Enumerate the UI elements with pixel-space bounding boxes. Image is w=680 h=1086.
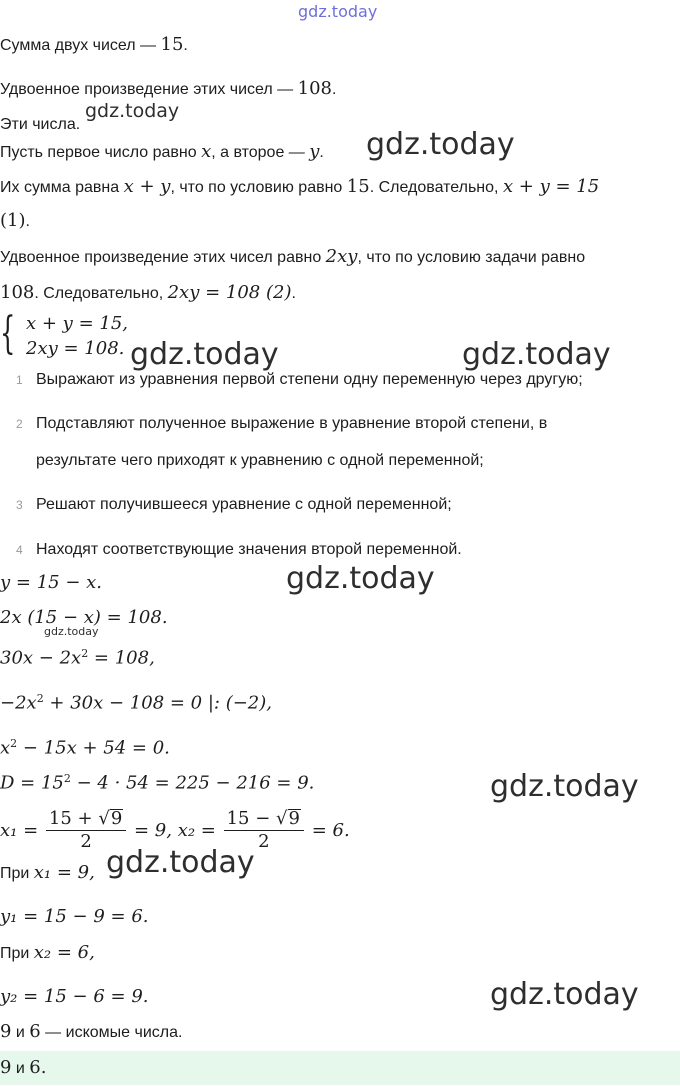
setup-line-sum: Их сумма равна x + y, что по условию равно 15. Следовательно, x + y = 15 bbox=[0, 176, 600, 197]
solution-line-roots: x₁ = $\frac{15 + √9}{2}$ = 9, x₂ = $\frac{15 - √9}{2}$ = 6. bbox=[0, 808, 350, 852]
setup-line-variables: Пусть первое число равно x, а второе — y. bbox=[0, 141, 324, 162]
solution-line: y₂ = 15 − 6 = 9. bbox=[0, 986, 149, 1007]
watermark: gdz.today bbox=[44, 625, 99, 638]
watermark: gdz.today bbox=[286, 561, 435, 596]
watermark: gdz.today bbox=[366, 127, 515, 162]
solution-line: При x₂ = 6, bbox=[0, 942, 95, 963]
solution-line: $x^2 - 15x + 54 = 0$. bbox=[0, 737, 170, 759]
problem-line-sum: Сумма двух чисел — 15. bbox=[0, 34, 188, 55]
watermark: gdz.today bbox=[130, 337, 279, 372]
solution-line: $-2x^2 + 30x - 108 = 0$ |: (−2), bbox=[0, 692, 273, 714]
solution-line: y = 15 − x. bbox=[0, 572, 102, 593]
solution-line: 2x (15 − x) = 108. bbox=[0, 607, 168, 628]
watermark: gdz.today bbox=[462, 337, 611, 372]
problem-line-product: Удвоенное произведение этих чисел — 108. bbox=[0, 78, 337, 99]
solution-line: $30x - 2x^2 = 108$, bbox=[0, 647, 155, 669]
watermark: gdz.today bbox=[85, 100, 180, 122]
watermark: gdz.today bbox=[490, 769, 639, 804]
system-eq1: x + y = 15, bbox=[26, 313, 128, 334]
conclusion-line: 9 и 6 — искомые числа. bbox=[0, 1021, 183, 1042]
solution-line-discriminant: $D = 15^2 - 4 \cdot 54 = 225 - 216 = 9$. bbox=[0, 772, 315, 794]
setup-line-product: Удвоенное произведение этих чисел равно 2xy, что по условию задачи равно bbox=[0, 246, 586, 267]
fraction: $\frac{15 - √9}{2}$ bbox=[224, 808, 304, 853]
fraction: $\frac{15 + √9}{2}$ bbox=[46, 808, 126, 853]
system-eq2: 2xy = 108. bbox=[26, 338, 125, 359]
watermark: gdz.today bbox=[490, 977, 639, 1012]
setup-line-product-2: 108. Следовательно, 2xy = 108 (2). bbox=[0, 282, 296, 303]
answer-box: 9 и 6. bbox=[0, 1051, 680, 1085]
system-brace: { bbox=[0, 308, 16, 359]
solution-line: y₁ = 15 − 9 = 6. bbox=[0, 906, 149, 927]
watermark: gdz.today bbox=[106, 845, 255, 880]
problem-line-question: Эти числа. bbox=[0, 116, 81, 133]
watermark: gdz.today bbox=[298, 2, 378, 21]
solution-line: При x₁ = 9, bbox=[0, 862, 95, 883]
setup-line-eq1-label: (1). bbox=[0, 210, 30, 231]
